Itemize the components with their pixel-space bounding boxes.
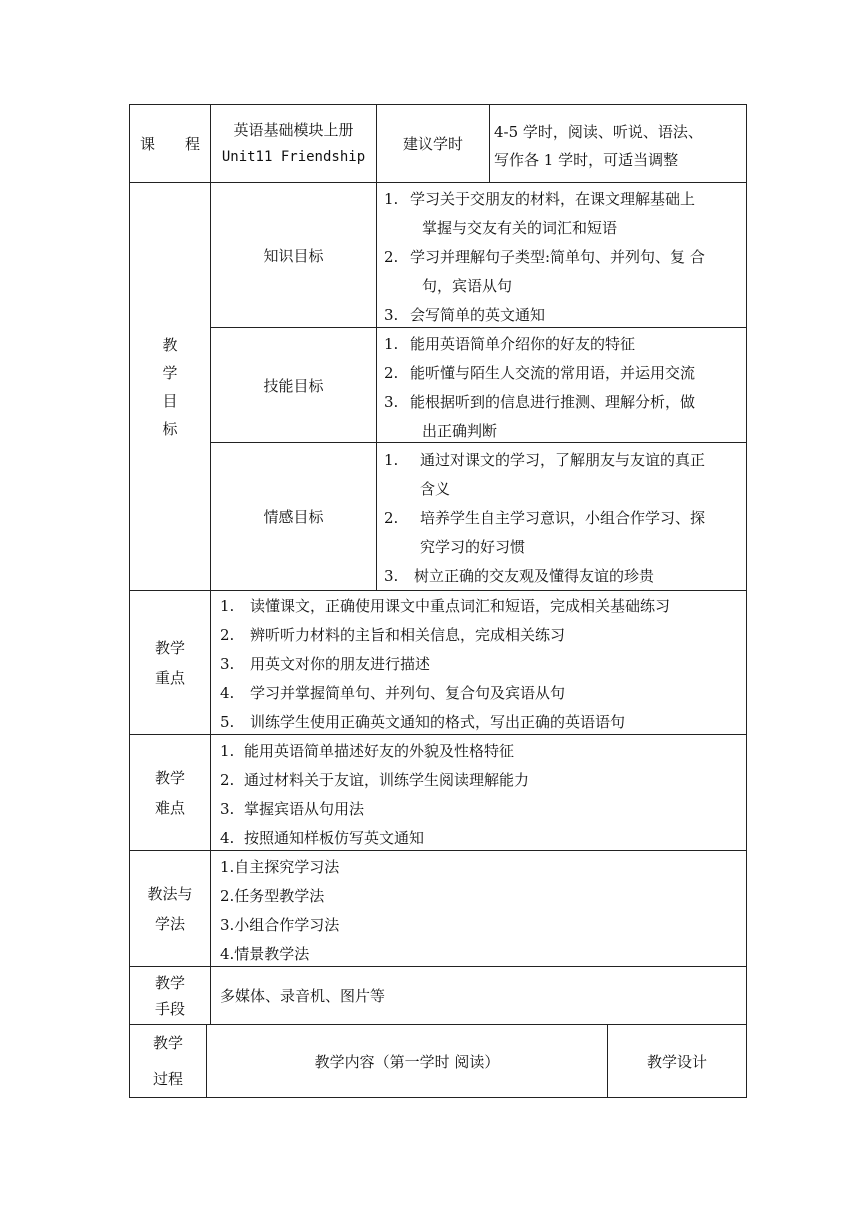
list-item [384,301,746,330]
hours-label-cell [377,105,489,182]
difficulties-label-cell [130,735,210,850]
item-text: 按照通知样板仿写英文通知 [244,829,425,847]
item-number: 3. [220,800,235,818]
knowledge-label: 知识目标 [263,246,324,265]
item-number: 4. [220,829,235,847]
column-divider [489,104,490,183]
skill-label: 技能目标 [263,376,324,395]
item-number: 1. [220,742,235,760]
item-number: 2. [220,626,235,644]
process-label: 过程 [152,1070,183,1088]
methods-list [220,853,746,969]
item-text: 培养学生自主学习意识，小组合作学习、探 [420,509,706,527]
course-label-cell [130,105,210,182]
list-item [220,621,746,650]
hours-value-line2: 写作各 1 学时，可适当调整 [494,151,679,169]
list-item [384,504,746,562]
hours-label: 建议学时 [402,135,463,153]
item-text: 掌握宾语从句用法 [244,800,365,818]
list-item [384,185,746,243]
item-text: 辨听听力材料的主旨和相关信息，完成相关练习 [250,626,566,644]
list-item: 1.自主探究学习法 [220,858,340,876]
hours-value-cell [494,118,746,174]
means-label-cell [130,967,210,1024]
course-label: 课 程 [139,135,200,153]
item-text: 读懂课文，正确使用课文中重点词汇和短语，完成相关基础练习 [250,597,671,615]
item-number: 1. [220,597,235,615]
list-item: 3.小组合作学习法 [220,916,340,934]
means-value: 多媒体、录音机、图片等 [220,987,386,1005]
list-item [220,650,746,679]
list-item: 2.任务型教学法 [220,887,325,905]
item-number: 2. [384,364,399,382]
item-number: 2. [384,248,399,266]
knowledge-label-cell [211,183,376,327]
item-number: 2. [384,509,399,527]
list-item [220,708,746,737]
item-text: 学习关于交朋友的材料，在课文理解基础上 [410,190,696,208]
item-number: 1. [384,335,399,353]
means-label: 手段 [154,999,185,1018]
item-text: 能听懂与陌生人交流的常用语，并运用交流 [410,364,696,382]
item-number: 3. [384,393,399,411]
list-item: 4.情景教学法 [220,945,310,963]
item-text: 能用英语简单介绍你的好友的特征 [410,335,636,353]
item-number: 5. [220,713,235,731]
item-text-cont: 究学习的好习惯 [420,538,526,556]
methods-label-cell [130,851,210,966]
methods-label: 学法 [154,914,185,933]
list-item [220,824,746,853]
process-label: 教学 [152,1034,183,1052]
list-item [384,243,746,301]
list-item [220,737,746,766]
key-points-label: 重点 [154,668,185,687]
item-number: 3. [220,655,235,673]
list-item [384,446,746,504]
list-item [384,359,746,388]
key-points-list [220,592,746,737]
table-border-bottom [129,1097,747,1098]
knowledge-list [384,185,746,330]
item-text: 学习并掌握简单句、并列句、复合句及宾语从句 [250,684,566,702]
item-text-cont: 含义 [420,480,451,498]
process-content-cell [207,1025,607,1097]
process-design-header: 教学设计 [646,1052,707,1071]
process-content-header: 教学内容（第一学时 阅读） [314,1052,500,1071]
item-number: 1. [384,190,399,208]
difficulties-label: 教学 [154,768,185,787]
item-number: 4. [220,684,235,702]
objectives-label-char: 目 [162,391,178,410]
item-text: 能根据听到的信息进行推测、理解分析，做 [410,393,696,411]
item-text: 学习并理解句子类型:简单句、并列句、复 合 [410,248,705,266]
item-text: 用英文对你的朋友进行描述 [250,655,431,673]
item-number: 3. [384,306,399,324]
item-text-cont: 句，宾语从句 [422,277,513,295]
list-item [220,795,746,824]
list-item [220,679,746,708]
difficulties-label: 难点 [154,798,185,817]
emotion-list [384,446,746,591]
emotion-label-cell [211,443,376,590]
item-number: 1. [384,451,399,469]
objectives-label-cell [130,183,210,590]
process-label-cell [130,1025,206,1097]
item-text: 通过材料关于友谊，训练学生阅读理解能力 [244,771,530,789]
column-divider [210,590,211,1025]
list-item [220,766,746,795]
item-text: 树立正确的交友观及懂得友谊的珍贵 [414,567,655,585]
item-text: 通过对课文的学习，了解朋友与友谊的真正 [420,451,706,469]
item-number: 2. [220,771,235,789]
course-name-en: Unit11 Friendship [221,148,366,165]
means-label: 教学 [154,973,185,992]
skill-label-cell [211,328,376,442]
key-points-label-cell [130,591,210,734]
list-item [384,562,746,591]
means-value-cell [220,967,746,1024]
course-name-zh: 英语基础模块上册 [233,120,354,139]
objectives-label-char: 标 [162,419,178,438]
item-text: 训练学生使用正确英文通知的格式，写出正确的英语语句 [250,713,626,731]
table-border-right [746,104,747,1098]
item-number: 3. [384,567,399,585]
item-text-cont: 掌握与交友有关的词汇和短语 [422,219,618,237]
hours-value-line1: 4-5 学时，阅读、听说、语法、 [494,123,703,141]
difficulties-list [220,737,746,853]
list-item [384,330,746,359]
methods-label: 教法与 [147,884,193,903]
list-item [220,592,746,621]
objectives-label-char: 学 [162,363,178,382]
objectives-label-char: 教 [162,335,178,354]
process-design-cell [608,1025,746,1097]
item-text: 会写简单的英文通知 [410,306,546,324]
item-text: 能用英语简单描述好友的外貌及性格特征 [244,742,515,760]
key-points-label: 教学 [154,638,185,657]
emotion-label: 情感目标 [263,508,324,526]
skill-list [384,330,746,446]
list-item [384,388,746,446]
course-name-cell [211,105,376,182]
item-text-cont: 出正确判断 [422,422,498,440]
